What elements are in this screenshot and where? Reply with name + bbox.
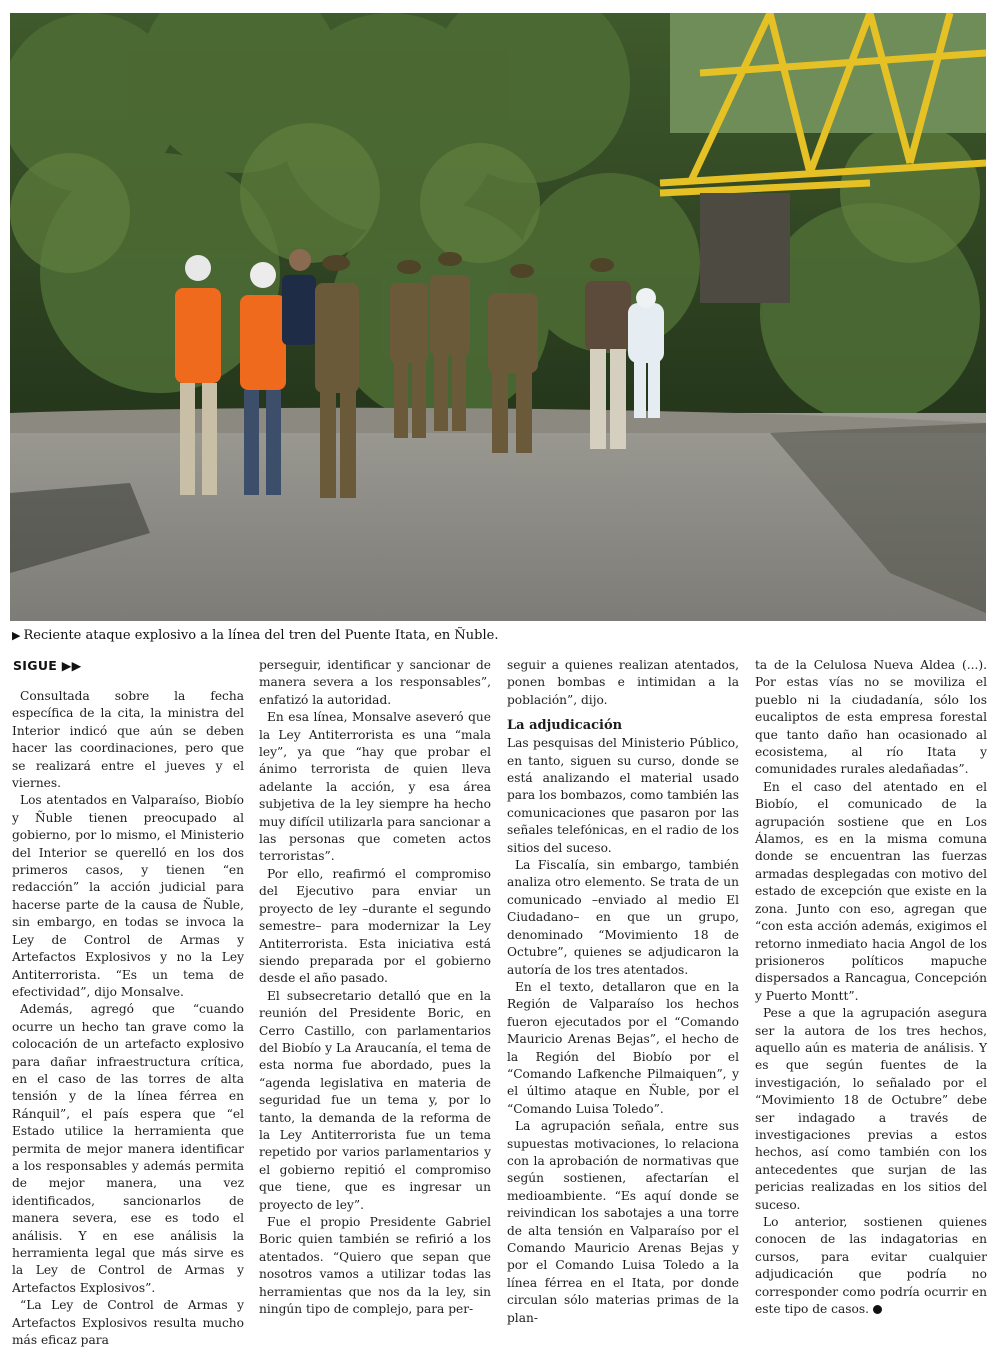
paragraph: Pese a que la agrupación asegura ser la autora de los tres hechos, aquello aún es materia de análisis. Y es que según fuentes de la investigación, lo señalado por el “Movimiento 18 de Octubre” debe ser indagado a través de investigaciones previas a estos hechos, así como también con los antecedentes que surjan de las pericias realizadas en los sitios del suceso. bbox=[755, 1006, 987, 1212]
paragraph: La agrupación señala, entre sus supuestas motivaciones, lo relaciona con la aprobación de normativas que según sostienen, afectarían el medioambiente. “Es aquí donde se reivindican los sabotajes a una torre de alta tensión en Valparaíso por el Comando Mauricio Arenas Bejas y por el Comando Luisa Toledo a la línea férrea en el Itata, por donde circulan sólo materias primas de la plan- bbox=[507, 1119, 739, 1325]
section-heading: La adjudicación bbox=[507, 718, 623, 734]
article-column-1 bbox=[12, 688, 244, 1349]
paragraph: La Fiscalía, sin embargo, también analiza otro elemento. Se trata de un comunicado –enviado al medio El Ciudadano– en que un grupo, denominado “Movimiento 18 de Octubre”, quienes se adjudicaron la autoría de los tres atentados. bbox=[507, 858, 739, 977]
caption-text: Reciente ataque explosivo a la línea del tren del Puente Itata, en Ñuble. bbox=[23, 628, 499, 643]
article-column-4 bbox=[755, 657, 987, 1318]
article-column-2 bbox=[259, 657, 491, 1318]
paragraph: “La Ley de Control de Armas y Artefactos Explosivos resulta mucho más eficaz para bbox=[12, 1298, 244, 1348]
continues-label: SIGUE ▶▶ bbox=[13, 658, 82, 673]
paragraph: El subsecretario detalló que en la reunión del Presidente Boric, en Cerro Castillo, con parlamentarios del Biobío y La Araucanía, el tema de esta norma fue abordado, pues la “agenda legislativa en materia de seguridad fue un tema y, por lo tanto, la demanda de la reforma de la Ley Antiterrorista fue un tema repetido por varios parlamentarios y el gobierno repitió el compromiso que tiene, que es ingresar un proyecto de ley”. bbox=[259, 988, 491, 1212]
paragraph: Consultada sobre la fecha específica de la cita, la ministra del Interior indicó que aún se deben hacer las coordinaciones, pero que se realizará entre el jueves y el viernes. bbox=[12, 689, 244, 791]
caption-arrow-icon: ▶ bbox=[12, 629, 21, 642]
photo-scene bbox=[10, 13, 986, 621]
paragraph bbox=[755, 1214, 987, 1318]
paragraph: En el caso del atentado en el Biobío, el comunicado de la agrupación sostiene que en Los Álamos, es en la misma comuna donde se encuentran las fuerzas armadas desplegadas con motivo del estado de excepción que existe en la zona. Junto con eso, agregan que “con esta acción además, exigimos el retorno inmediato hacia Angol de los prisioneros políticos mapuche dispersados a Rancagua, Concepción y Puerto Montt”. bbox=[755, 779, 987, 1003]
paragraph: Por ello, reafirmó el compromiso del Ejecutivo para enviar un proyecto de ley –durante el segundo semestre– para modernizar la Ley Antiterrorista. Esta iniciativa está siendo preparada por el gobierno desde el año pasado. bbox=[259, 866, 491, 986]
paragraph: En esa línea, Monsalve aseveró que la Ley Antiterrorista es una “mala ley”, ya que “hay que probar el ánimo terrorista de quien lleva adelante la acción, y esa área subjetiva de la ley siempre ha hecho muy difícil utilizarla para sancionar a las personas que cometen actos terroristas”. bbox=[259, 710, 491, 864]
paragraph: Las pesquisas del Ministerio Público, en tanto, siguen su curso, donde se está analizando el material usado para los bombazos, como también las comunicaciones que pasaron por las señales telefónicas, en el radio de los sitios del suceso. bbox=[507, 736, 739, 855]
photo-caption bbox=[12, 628, 972, 644]
paragraph: ta de la Celulosa Nueva Aldea (...). Por estas vías no se moviliza el pueblo ni la ciudadanía, sólo los eucaliptos de esta empresa forestal que tanto daño han ocasionado al ecosistema, al río Itata y comunidades rurales aledañadas”. bbox=[755, 658, 987, 777]
paragraph: Además, agregó que “cuando ocurre un hecho tan grave como la colocación de un artefacto explosivo para dañar infraestructura crítica, en el caso de las torres de alta tensión y de la línea férrea en Ránquil”, el país espera que “el Estado utilice la herramienta que permita de mejor manera identificar a los responsables y además permita de mejor manera, una vez identificados, sancionarlos de manera severa, ese es todo el análisis. Y en ese análisis la herramienta legal que más sirve es la Ley de Control de Armas y Artefactos Explosivos”. bbox=[12, 1002, 244, 1295]
news-photo bbox=[10, 13, 986, 621]
article-column-3 bbox=[507, 657, 739, 1327]
paragraph-text: Lo anterior, sostienen quienes conocen de las indagatorias en cursos, para evitar cualquier adjudicación que podría no corresponder como podría ocurrir en este tipo de casos. bbox=[755, 1215, 987, 1317]
paragraph: Los atentados en Valparaíso, Biobío y Ñuble tienen preocupado al gobierno, por lo mismo, el Ministerio del Interior se querelló en los dos primeros casos, y tienen “en redacción” la acción judicial para hacerse parte de la causa de Ñuble, sin embargo, en todas se invoca la Ley de Control de Armas y Artefactos Explosivos y no la Ley Antiterrorista. “Es un tema de efectividad”, dijo Monsalve. bbox=[12, 793, 244, 999]
paragraph: perseguir, identificar y sancionar de manera severa a los responsables”, enfatizó la autoridad. bbox=[259, 658, 491, 707]
paragraph: seguir a quienes realizan atentados, ponen bombas e intimidan a la población”, dijo. bbox=[507, 658, 739, 707]
paragraph: En el texto, detallaron que en la Región de Valparaíso los hechos fueron ejecutados por el “Comando Mauricio Arenas Bejas”, el hecho de la Región del Biobío por el “Comando Lafkenche Pilmaiquen”, y el último ataque en Ñuble, por el “Comando Luisa Toledo”. bbox=[507, 979, 739, 1116]
end-of-article-icon bbox=[873, 1305, 882, 1314]
paragraph: Fue el propio Presidente Gabriel Boric quien también se refirió a los atentados. “Quiero que sepan que nosotros vamos a utilizar todas las herramientas que nos da la ley, sin ningún tipo de complejo, para per- bbox=[259, 1215, 491, 1317]
